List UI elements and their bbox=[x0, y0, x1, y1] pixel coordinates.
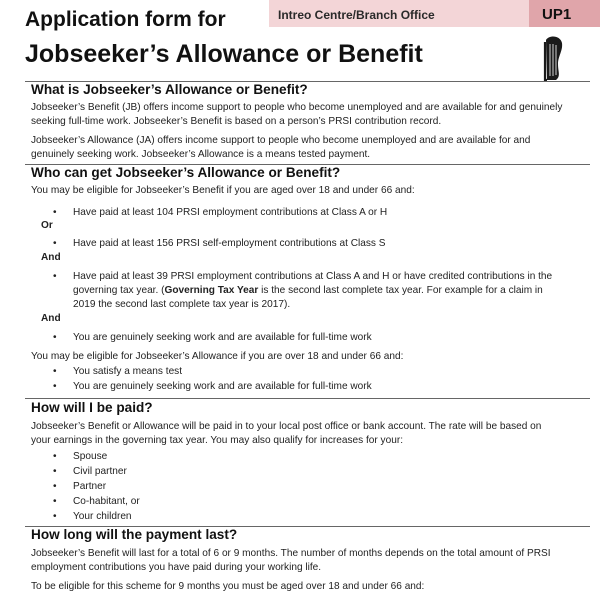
connector-and: And bbox=[41, 313, 61, 324]
jb-condition-1: Have paid at least 104 PRSI employment contributions at Class A or H bbox=[73, 207, 388, 218]
bullet-icon: • bbox=[53, 238, 57, 249]
bullet-icon: • bbox=[53, 451, 57, 462]
what-paragraph-2-line-2: genuinely seeking work. Jobseeker’s Allowance is a means tested payment. bbox=[31, 149, 371, 160]
duration-paragraph-1-line-1: Jobseeker’s Benefit will last for a total of 6 or 9 months. The number of months depends on the total amount of PRSI bbox=[31, 548, 551, 559]
connector-or: Or bbox=[41, 220, 53, 231]
bullet-icon: • bbox=[53, 332, 57, 343]
form-title-line1: Application form for bbox=[25, 8, 226, 31]
form-title-line2: Jobseeker’s Allowance or Benefit bbox=[25, 40, 423, 68]
who-intro-jb: You may be eligible for Jobseeker’s Benefit if you are aged over 18 and under 66 and: bbox=[31, 185, 415, 196]
jb-condition-4: You are genuinely seeking work and are available for full-time work bbox=[73, 332, 372, 343]
harp-icon bbox=[540, 34, 566, 82]
bullet-icon: • bbox=[53, 271, 57, 282]
connector-and: And bbox=[41, 252, 61, 263]
governing-tax-year-term: Governing Tax Year bbox=[164, 285, 259, 296]
paid-paragraph-line-2: your earnings in the governing tax year. You may also qualify for increases for your: bbox=[31, 435, 403, 446]
section-divider bbox=[25, 398, 590, 399]
office-field-label: Intreo Centre/Branch Office bbox=[278, 8, 435, 22]
increase-item: Partner bbox=[73, 481, 107, 492]
jb-condition-3-line-1: Have paid at least 39 PRSI employment contributions at Class A and H or have credited contributions in the bbox=[73, 271, 553, 282]
bullet-icon: • bbox=[53, 496, 57, 507]
bullet-icon: • bbox=[53, 366, 57, 377]
jb-condition-2: Have paid at least 156 PRSI self-employment contributions at Class S bbox=[73, 238, 386, 249]
jb-condition-3-line-3: 2019 the second last complete tax year is 2017). bbox=[73, 299, 291, 310]
bullet-icon: • bbox=[53, 481, 57, 492]
section-heading-duration: How long will the payment last? bbox=[31, 527, 238, 542]
section-heading-paid: How will I be paid? bbox=[31, 400, 153, 415]
duration-paragraph-1-line-2: employment contributions you have paid during your working life. bbox=[31, 562, 322, 573]
what-paragraph-2-line-1: Jobseeker’s Allowance (JA) offers income support to people who become unemployed and are available for and bbox=[31, 135, 531, 146]
who-intro-ja: You may be eligible for Jobseeker’s Allowance if you are over 18 and under 66 and: bbox=[31, 351, 404, 362]
increase-item: Civil partner bbox=[73, 466, 127, 477]
bullet-icon: • bbox=[53, 207, 57, 218]
section-heading-what: What is Jobseeker’s Allowance or Benefit? bbox=[31, 82, 308, 97]
bullet-icon: • bbox=[53, 511, 57, 522]
section-heading-who: Who can get Jobseeker’s Allowance or Benefit? bbox=[31, 165, 341, 180]
ja-condition-1: You satisfy a means test bbox=[73, 366, 183, 377]
what-paragraph-1-line-2: seeking full-time work. Jobseeker’s Benefit is based on a person’s PRSI contribution record. bbox=[31, 116, 442, 127]
increase-item: Co-habitant, or bbox=[73, 496, 140, 507]
jb-condition-3-line-2-end: is the second last complete tax year. For example for a claim in bbox=[258, 285, 543, 296]
increase-item: Your children bbox=[73, 511, 132, 522]
form-code: UP1 bbox=[542, 6, 572, 23]
what-paragraph-1-line-1: Jobseeker’s Benefit (JB) offers income support to people who become unemployed and are available for and genuinely bbox=[31, 102, 563, 113]
increase-item: Spouse bbox=[73, 451, 108, 462]
duration-paragraph-2-line-1: To be eligible for this scheme for 9 months you must be aged over 18 and under 66 and: bbox=[31, 581, 425, 592]
bullet-icon: • bbox=[53, 466, 57, 477]
bullet-icon: • bbox=[53, 381, 57, 392]
jb-condition-3-line-2-start: governing tax year. ( bbox=[73, 285, 165, 296]
ja-condition-2: You are genuinely seeking work and are available for full-time work bbox=[73, 381, 372, 392]
paid-paragraph-line-1: Jobseeker’s Benefit or Allowance will be paid in to your local post office or bank account. The rate will be based on bbox=[31, 421, 542, 432]
jb-condition-3-line-2 bbox=[73, 284, 543, 298]
